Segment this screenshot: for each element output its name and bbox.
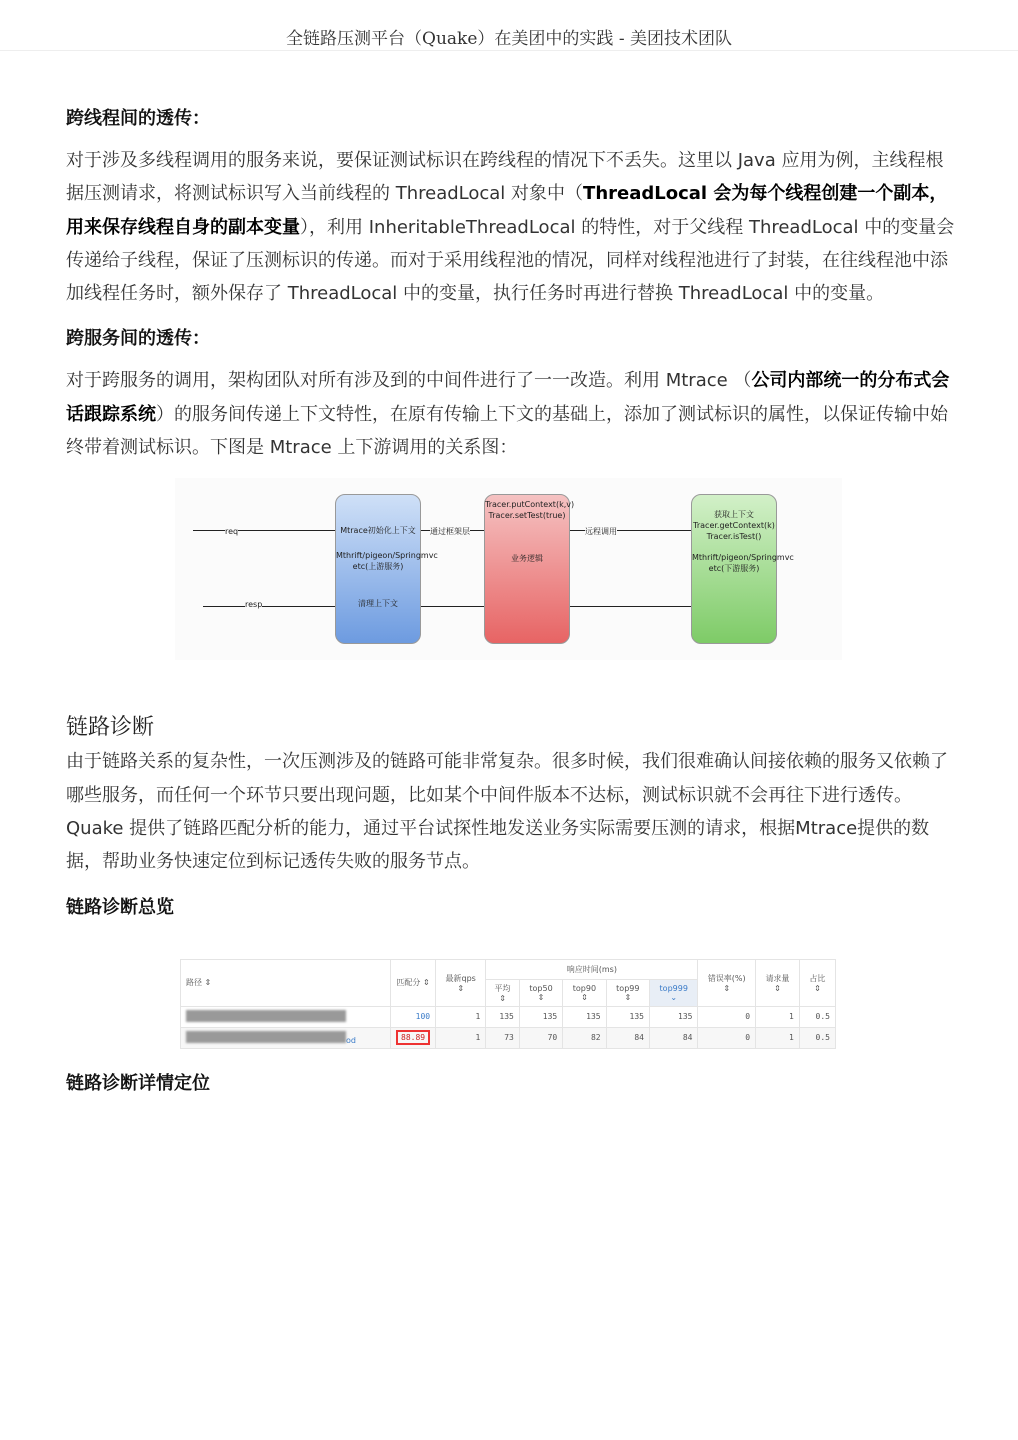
page-header-title: 全链路压测平台（Quake）在美团中的实践 - 美团技术团队	[286, 29, 732, 49]
return-arrow	[421, 606, 484, 607]
diagnosis-table	[180, 959, 836, 1049]
cell: 1	[436, 1027, 486, 1048]
cell: 1	[436, 1006, 486, 1027]
req-label: req	[225, 527, 239, 537]
col-req[interactable]: 请求量 ⇕	[756, 959, 800, 1006]
cell: 0	[698, 1027, 756, 1048]
mtrace-diagram	[175, 478, 842, 660]
cell: 0.5	[799, 1006, 835, 1027]
redacted-path	[186, 1010, 346, 1022]
cell: 73	[486, 1027, 520, 1048]
path-suffix[interactable]: od	[346, 1035, 356, 1045]
table-row	[181, 1006, 836, 1027]
col-rt: 响应时间(ms)	[486, 959, 698, 979]
cell: 0	[698, 1006, 756, 1027]
cell: 135	[606, 1006, 649, 1027]
redacted-path	[186, 1031, 346, 1043]
col-top90[interactable]: top90 ⇕	[563, 979, 606, 1006]
resp-arrow	[203, 606, 335, 607]
match-cell[interactable]	[391, 1027, 436, 1048]
paragraph-diagnosis: 由于链路关系的复杂性，一次压测涉及的链路可能非常复杂。很多时候，我们很难确认间接依赖的服务又依赖了哪些服务，而任何一个环节只要出现问题，比如某个中间件版本不达标，测试标识就不会再往下进行透传。Quake 提供了链路匹配分析的能力，通过平台试探性地发送业务实际需要压测的请求，根据Mtrace提供的数据，帮助业务快速定位到标记透传失败的服务节点。	[66, 751, 948, 873]
cell: 135	[519, 1006, 562, 1027]
path-cell	[181, 1006, 391, 1027]
table-row	[181, 1027, 836, 1048]
col-top99[interactable]: top99 ⇕	[606, 979, 649, 1006]
match-cell[interactable]: 100	[391, 1006, 436, 1027]
cell: 84	[606, 1027, 649, 1048]
section-heading-thread: 跨线程间的透传：	[66, 108, 210, 129]
box-text: 清理上下文	[358, 599, 398, 609]
box-text: Tracer.putContext(k,v) Tracer.setTest(true)	[485, 500, 575, 521]
path-cell	[181, 1027, 391, 1048]
resp-label: resp	[245, 600, 263, 610]
text: 对于涉及多线程调用的服务来说，要保证测试标识在跨线程的情况下不丢失。这里以 Java 应用为例，主线程根据压测请求，将测试标识写入当前线程的 ThreadLocal 对象中（	[66, 150, 944, 205]
cell: 70	[519, 1027, 562, 1048]
downstream-service-box	[691, 494, 794, 644]
bold-text: 公司内部统一的分布式会话跟踪系统	[66, 370, 950, 425]
header-divider	[0, 50, 1018, 51]
box-text: Mtrace初始化上下文	[340, 526, 416, 536]
box-text: 业务逻辑	[511, 554, 543, 564]
col-avg[interactable]: 平均⇕	[486, 979, 520, 1006]
col-qps[interactable]: 最新qps ⇕	[436, 959, 486, 1006]
box-text: Mthrift/pigeon/Springmvc etc(下游服务)	[692, 553, 794, 574]
return-arrow-2	[570, 606, 691, 607]
section-heading-service: 跨服务间的透传：	[66, 328, 210, 350]
paragraph-service	[66, 364, 956, 464]
text: ）的服务间传递上下文特性，在原有传输上下文的基础上，添加了测试标识的属性，以保证传输中始终带着测试标识。下图是 Mtrace 上下游调用的关系图：	[66, 403, 948, 459]
remote-label: 远程调用	[585, 527, 617, 537]
cell: 82	[563, 1027, 606, 1048]
col-pct[interactable]: 占比 ⇕	[799, 959, 835, 1006]
paragraph-thread	[66, 144, 956, 310]
col-match[interactable]: 匹配分 ⇕	[391, 959, 436, 1006]
cell: 135	[563, 1006, 606, 1027]
col-top999[interactable]: top999 ⌄	[650, 979, 698, 1006]
cell: 0.5	[799, 1027, 835, 1048]
text: ），利用 InheritableThreadLocal 的特性，对于父线程 ThreadLocal 中的变量会传递给子线程，保证了压测标识的传递。而对于采用线程池的情况，同样对线程池进行了封装，在往线程池中添加线程任务时，额外保存了 ThreadLocal 中的变量，执行任务时再进行替换 ThreadLocal 中的变量。	[66, 216, 955, 305]
col-err[interactable]: 错误率(%) ⇕	[698, 959, 756, 1006]
match-highlight: 88.89	[396, 1030, 430, 1045]
col-path[interactable]: 路径 ⇕	[181, 959, 391, 1006]
via-label: 通过框架层	[430, 527, 470, 537]
text: 对于跨服务的调用，架构团队对所有涉及到的中间件进行了一一改造。利用 Mtrace （	[66, 370, 752, 392]
cell: 135	[650, 1006, 698, 1027]
upstream-service-box	[335, 494, 438, 644]
col-top50[interactable]: top50 ⇕	[519, 979, 562, 1006]
business-logic-box	[484, 494, 575, 644]
box-text: 获取上下文 Tracer.getContext(k) Tracer.isTest()	[693, 510, 775, 542]
cell: 84	[650, 1027, 698, 1048]
bold-text: ThreadLocal 会为每个线程创建一个副本，用来保存线程自身的副本变量	[66, 183, 948, 238]
article-body	[66, 104, 956, 1109]
cell: 1	[756, 1006, 800, 1027]
subheading-overview: 链路诊断总览	[66, 896, 174, 918]
cell: 135	[486, 1006, 520, 1027]
req-arrow	[193, 530, 335, 531]
subheading-detail: 链路诊断详情定位	[66, 1072, 210, 1094]
section-heading-diagnosis: 链路诊断	[66, 715, 155, 741]
cell: 1	[756, 1027, 800, 1048]
box-text: Mthrift/pigeon/Springmvc etc(上游服务)	[336, 551, 438, 572]
